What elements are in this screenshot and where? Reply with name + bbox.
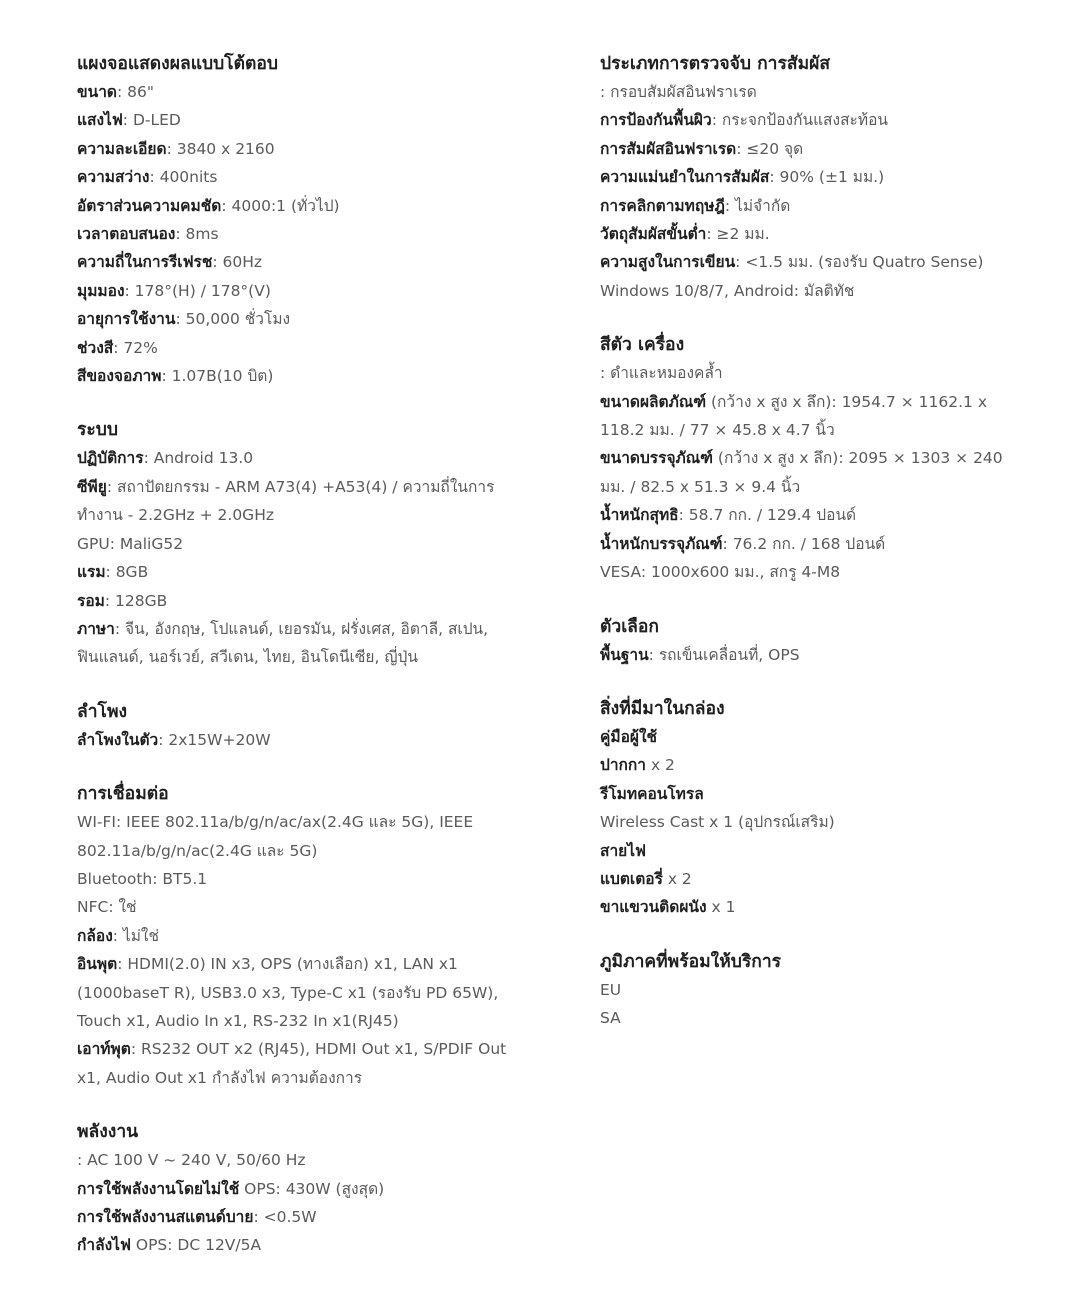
spec-section bbox=[600, 695, 1030, 922]
spec-value: : 4000:1 (ทั่วไป) bbox=[221, 196, 340, 215]
spec-label: ความสว่าง bbox=[77, 168, 150, 187]
spec-value: GPU: MaliG52 bbox=[77, 534, 184, 553]
spec-label: การใช้พลังงานโดยไม่ใช้ bbox=[77, 1179, 240, 1198]
spec-value: : <0.5W bbox=[253, 1208, 317, 1226]
spec-line bbox=[77, 922, 527, 950]
spec-section bbox=[600, 613, 1030, 669]
spec-value: : ≤20 จุด bbox=[736, 139, 804, 158]
spec-value: x 2 bbox=[646, 756, 675, 775]
spec-label: การใช้พลังงานสแตนด์บาย bbox=[77, 1208, 254, 1226]
spec-line bbox=[600, 893, 1030, 921]
spec-value: : ดำและหมองคล้ำ bbox=[600, 364, 723, 383]
spec-value: : 90% (±1 มม.) bbox=[769, 168, 885, 187]
spec-label: ปากกา bbox=[600, 756, 647, 775]
spec-label: ความแม่นยำในการสัมผัส bbox=[600, 168, 770, 187]
spec-line bbox=[77, 587, 527, 615]
spec-label: สายไฟ bbox=[600, 841, 647, 860]
spec-line bbox=[77, 135, 527, 163]
spec-label: การคลิกตามทฤษฎี bbox=[600, 196, 725, 215]
spec-line bbox=[77, 726, 527, 754]
spec-line bbox=[600, 865, 1030, 893]
spec-line bbox=[77, 248, 527, 276]
spec-line bbox=[600, 751, 1030, 779]
spec-value: : 76.2 กก. / 168 ปอนด์ bbox=[722, 534, 886, 553]
spec-value: WI-FI: IEEE 802.11a/b/g/n/ac/ax(2.4G และ 5G), IEEE 802.11a/b/g/n/ac(2.4G และ 5G) bbox=[77, 813, 474, 860]
spec-value: Bluetooth: BT5.1 bbox=[77, 869, 208, 888]
spec-value: : กระจกป้องกันแสงสะท้อน bbox=[711, 111, 888, 130]
spec-label: ช่วงสี bbox=[77, 338, 114, 357]
spec-section bbox=[77, 416, 527, 671]
spec-line bbox=[600, 501, 1030, 529]
spec-label: ลำโพงในตัว bbox=[77, 730, 159, 749]
spec-line bbox=[77, 220, 527, 248]
spec-label: รอม bbox=[77, 591, 105, 610]
spec-label: แบตเตอรี่ bbox=[600, 869, 663, 888]
spec-line bbox=[600, 192, 1030, 220]
spec-label: ขนาด bbox=[77, 83, 117, 101]
spec-value: : กรอบสัมผัสอินฟราเรด bbox=[600, 83, 757, 101]
spec-line bbox=[600, 163, 1030, 191]
spec-line bbox=[77, 1035, 527, 1092]
spec-line bbox=[77, 305, 527, 333]
spec-line bbox=[600, 530, 1030, 558]
spec-column-left bbox=[77, 50, 527, 1286]
spec-label: ภาษา bbox=[77, 619, 115, 638]
spec-label: การสัมผัสอินฟราเรด bbox=[600, 139, 737, 158]
spec-label: น้ำหนักบรรจุภัณฑ์ bbox=[600, 534, 723, 553]
spec-line bbox=[600, 78, 1030, 106]
section-heading: การเชื่อมต่อ bbox=[77, 784, 169, 805]
spec-label: สีของจอภาพ bbox=[77, 367, 162, 386]
spec-line bbox=[77, 808, 527, 865]
spec-value: : ≥2 มม. bbox=[706, 225, 770, 244]
spec-label: กล้อง bbox=[77, 926, 113, 945]
spec-line bbox=[600, 837, 1030, 865]
spec-line bbox=[77, 1203, 527, 1231]
spec-line bbox=[77, 950, 527, 1035]
spec-value: : สถาปัตยกรรม - ARM A73(4) +A53(4) / ความถี่ในการทำงาน - 2.2GHz + 2.0GHz bbox=[77, 477, 495, 525]
section-heading: ภูมิภาคที่พร้อมให้บริการ bbox=[600, 951, 782, 972]
spec-value: : 178°(H) / 178°(V) bbox=[124, 281, 271, 300]
spec-value: : รถเข็นเคลื่อนที่, OPS bbox=[648, 645, 800, 664]
spec-line bbox=[77, 163, 527, 191]
section-heading: พลังงาน bbox=[77, 1122, 139, 1143]
spec-label: เวลาตอบสนอง bbox=[77, 225, 176, 244]
spec-value: : Android 13.0 bbox=[143, 449, 254, 468]
spec-value: : 2x15W+20W bbox=[158, 730, 271, 749]
spec-label: อายุการใช้งาน bbox=[77, 310, 176, 329]
spec-label: กำลังไฟ bbox=[77, 1236, 131, 1255]
spec-line bbox=[600, 444, 1030, 501]
spec-value: : 3840 x 2160 bbox=[166, 139, 275, 158]
spec-value: : จีน, อังกฤษ, โปแลนด์, เยอรมัน, ฝรั่งเศส, อิตาลี, สเปน, ฟินแลนด์, นอร์เวย์, สวีเดน, ไทย, อินโดนีเซีย, ญี่ปุ่น bbox=[77, 619, 489, 667]
spec-line bbox=[600, 135, 1030, 163]
spec-line bbox=[77, 473, 527, 530]
spec-value: x 2 bbox=[662, 869, 692, 888]
spec-line bbox=[77, 893, 527, 921]
spec-value: VESA: 1000x600 มม., สกรู 4-M8 bbox=[600, 563, 841, 582]
spec-value: : 50,000 ชั่วโมง bbox=[175, 310, 291, 329]
spec-label: รีโมทคอนโทรล bbox=[600, 784, 704, 803]
spec-line bbox=[600, 808, 1030, 836]
spec-value: : HDMI(2.0) IN x3, OPS (ทางเลือก) x1, LAN x1 (1000baseT R), USB3.0 x3, Type-C x1 (รองรับ PD 65W), Touch x1, Audio In x1, RS-232 In x1(RJ45) bbox=[77, 955, 499, 1030]
spec-line bbox=[600, 277, 1030, 305]
spec-section bbox=[77, 1118, 527, 1260]
spec-line bbox=[77, 1231, 527, 1259]
spec-line bbox=[77, 1146, 527, 1174]
section-heading: ระบบ bbox=[77, 420, 119, 441]
spec-value: : 8GB bbox=[105, 563, 149, 582]
spec-label: คู่มือผู้ใช้ bbox=[600, 727, 658, 746]
spec-line bbox=[600, 1004, 1030, 1032]
section-heading: สิ่งที่มีมาในกล่อง bbox=[600, 698, 725, 719]
spec-label: การป้องกันพื้นผิว bbox=[600, 111, 712, 130]
spec-line bbox=[600, 558, 1030, 586]
spec-line bbox=[600, 248, 1030, 276]
spec-line bbox=[77, 444, 527, 472]
spec-value: : 86" bbox=[116, 83, 154, 101]
section-heading: สีตัว เครื่อง bbox=[600, 335, 685, 356]
spec-line bbox=[77, 558, 527, 586]
spec-label: ขาแขวนติดผนัง bbox=[600, 898, 707, 917]
spec-label: ความถี่ในการรีเฟรช bbox=[77, 253, 213, 272]
spec-label: ซีพียู bbox=[77, 477, 107, 496]
spec-line bbox=[600, 220, 1030, 248]
spec-section bbox=[77, 50, 527, 390]
spec-label: ขนาดผลิตภัณฑ์ bbox=[600, 392, 707, 411]
spec-label: น้ำหนักสุทธิ bbox=[600, 506, 679, 525]
spec-line bbox=[77, 106, 527, 134]
spec-label: ปฏิบัติการ bbox=[77, 449, 144, 468]
spec-line bbox=[600, 641, 1030, 669]
spec-label: เอาท์พุต bbox=[77, 1040, 131, 1059]
spec-column-right bbox=[600, 50, 1030, 1059]
spec-value: (กว้าง x สูง x ลึก): 1954.7 × 1162.1 x 118.2 มม. / 77 × 45.8 x 4.7 นิ้ว bbox=[600, 392, 987, 440]
spec-value: x 1 bbox=[706, 898, 736, 917]
spec-label: มุมมอง bbox=[77, 281, 125, 300]
spec-line bbox=[77, 865, 527, 893]
spec-value: : 400nits bbox=[149, 168, 218, 187]
spec-section bbox=[600, 948, 1030, 1033]
section-heading: แผงจอแสดงผลแบบโต้ตอบ bbox=[77, 54, 278, 74]
spec-line bbox=[77, 78, 527, 106]
section-heading: ตัวเลือก bbox=[600, 616, 660, 637]
spec-line bbox=[600, 106, 1030, 134]
spec-value: : 60Hz bbox=[212, 253, 263, 272]
spec-section bbox=[77, 780, 527, 1092]
spec-line bbox=[600, 723, 1030, 751]
spec-value: Windows 10/8/7, Android: มัลติทัช bbox=[600, 281, 855, 300]
spec-value: : <1.5 มม. (รองรับ Quatro Sense) bbox=[735, 253, 984, 272]
spec-value: : ไม่จำกัด bbox=[724, 196, 791, 215]
spec-value: : RS232 OUT x2 (RJ45), HDMI Out x1, S/PDIF Out x1, Audio Out x1 กำลังไฟ ความต้องการ bbox=[77, 1040, 507, 1087]
spec-label: ความสูงในการเขียน bbox=[600, 253, 736, 272]
spec-value: OPS: 430W (สูงสุด) bbox=[239, 1179, 385, 1198]
spec-value: Wireless Cast x 1 (อุปกรณ์เสริม) bbox=[600, 813, 835, 832]
spec-line bbox=[600, 780, 1030, 808]
spec-line bbox=[77, 362, 527, 390]
spec-label: แรม bbox=[77, 563, 106, 582]
spec-value: EU bbox=[600, 980, 622, 999]
spec-label: วัตถุสัมผัสขั้นต่ำ bbox=[600, 225, 707, 244]
spec-label: แสงไฟ bbox=[77, 111, 123, 130]
spec-value: : D-LED bbox=[122, 111, 181, 130]
spec-label: อินพุต bbox=[77, 955, 118, 974]
spec-value: : AC 100 V ~ 240 V, 50/60 Hz bbox=[77, 1151, 306, 1170]
spec-line bbox=[77, 334, 527, 362]
spec-value: : 58.7 กก. / 129.4 ปอนด์ bbox=[678, 506, 857, 525]
spec-value: SA bbox=[600, 1009, 621, 1028]
spec-label: พื้นฐาน bbox=[600, 645, 649, 664]
spec-value: : 72% bbox=[113, 338, 158, 357]
spec-line bbox=[77, 277, 527, 305]
spec-label: ความละเอียด bbox=[77, 139, 167, 158]
spec-line bbox=[77, 192, 527, 220]
spec-line bbox=[77, 615, 527, 672]
spec-line bbox=[77, 1175, 527, 1203]
spec-line bbox=[600, 359, 1030, 387]
spec-section bbox=[77, 698, 527, 754]
spec-line bbox=[600, 976, 1030, 1004]
spec-value: : 128GB bbox=[104, 591, 168, 610]
spec-section bbox=[600, 50, 1030, 305]
spec-value: : ไม่ใช่ bbox=[112, 926, 160, 945]
spec-line bbox=[77, 530, 527, 558]
spec-label: ขนาดบรรจุภัณฑ์ bbox=[600, 449, 713, 468]
section-heading: ประเภทการตรวจจับ การสัมผัส bbox=[600, 54, 831, 74]
spec-label: อัตราส่วนความคมชัด bbox=[77, 196, 222, 215]
spec-value: : 1.07B(10 บิต) bbox=[161, 367, 274, 386]
spec-section bbox=[600, 331, 1030, 586]
spec-value: OPS: DC 12V/5A bbox=[130, 1236, 262, 1255]
spec-line bbox=[600, 388, 1030, 445]
section-heading: ลำโพง bbox=[77, 701, 128, 722]
spec-value: NFC: ใช่ bbox=[77, 898, 137, 917]
spec-value: : 8ms bbox=[175, 225, 219, 244]
spec-value: (กว้าง x สูง x ลึก): 2095 × 1303 × 240 มม. / 82.5 x 51.3 × 9.4 นิ้ว bbox=[600, 449, 1003, 496]
